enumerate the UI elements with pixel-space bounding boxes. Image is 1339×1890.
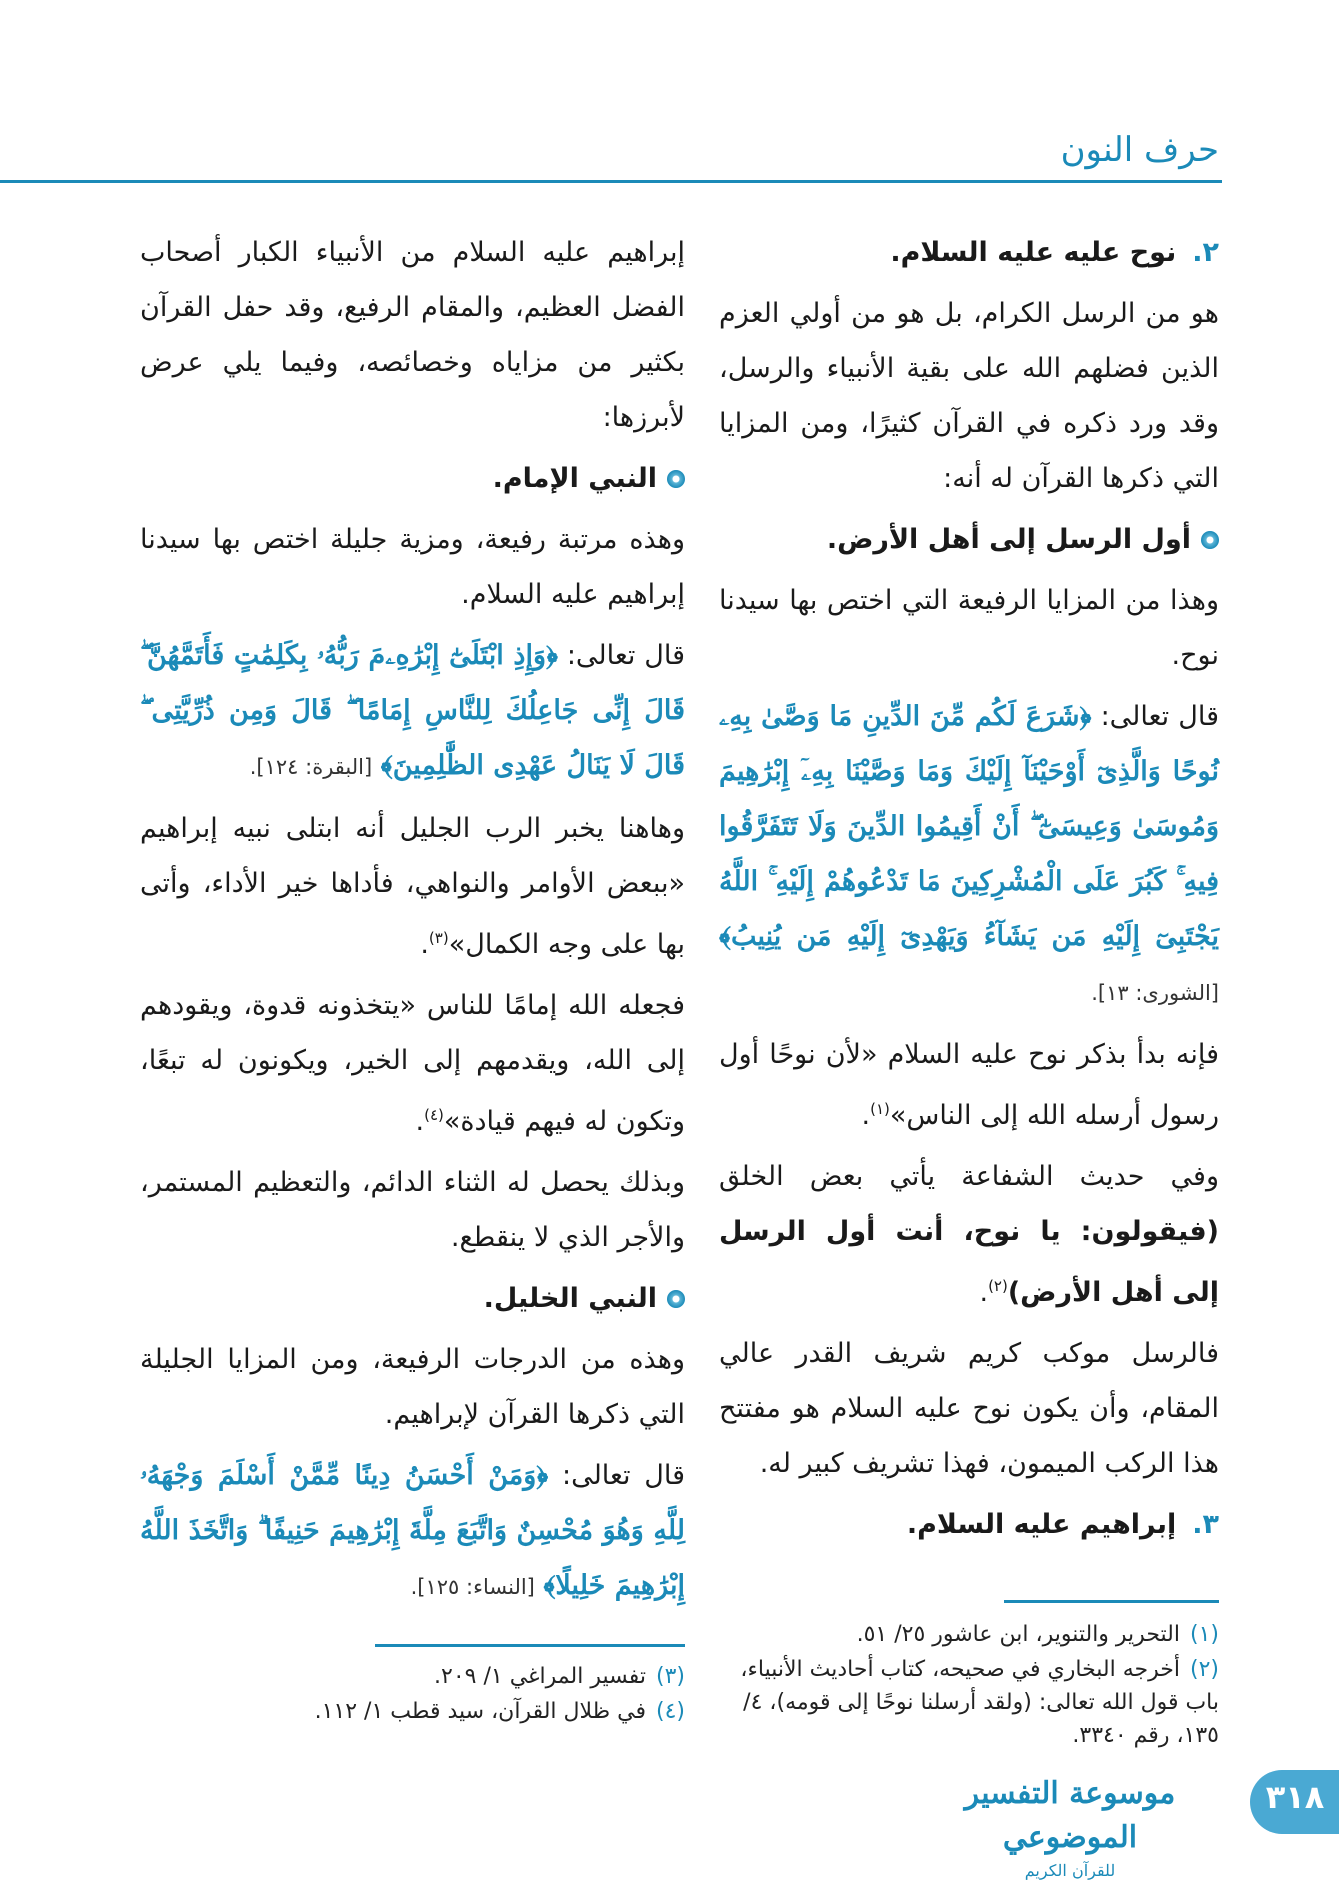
quran-verse: ﴿وَمَنْ أَحْسَنُ دِينًا مِّمَّنْ أَسْلَمَ وَجْهَهُۥ لِلَّهِ وَهُوَ مُحْسِنٌ وَاتَّبَعَ مِلَّةَ إِبْرَٰهِيمَ حَنِيفًا ۗ وَاتَّخَذَ اللَّهُ إِبْرَٰهِيمَ خَلِيلًا﴾ (140, 1460, 685, 1601)
flower-bullet-icon (1201, 531, 1219, 549)
flower-bullet-icon (667, 1290, 685, 1308)
verse-reference: [النساء: ١٢٥]. (410, 1575, 535, 1599)
footnote-marker[interactable]: (٢) (988, 1277, 1008, 1295)
paragraph: فالرسل موكب كريم شريف القدر عالي المقام، وأن يكون نوح عليه السلام هو مفتتح هذا الركب الميمون، فهذا تشريف كبير له. (719, 1338, 1219, 1479)
paragraph: وهذه مرتبة رفيعة، ومزية جليلة اختص بها سيدنا إبراهيم عليه السلام. (140, 524, 685, 610)
footnote-number: (٤) (655, 1699, 685, 1724)
paragraph-text: وهاهنا يخبر الرب الجليل أنه ابتلى نبيه إبراهيم «ببعض الأوامر والنواهي، فأداها خير الأداء، وأتى بها على وجه الكمال» (140, 813, 685, 960)
paragraph-end: . (420, 929, 429, 960)
paragraph: هو من الرسل الكرام، بل هو من أولي العزم الذين فضلهم الله على بقية الأنبياء والرسل، وقد ورد ذكره في القرآن كثيرًا، ومن المزايا التي ذكرها القرآن له أنه: (719, 298, 1219, 494)
subheading (719, 512, 1219, 567)
verse-reference: [البقرة: ١٢٤]. (249, 755, 373, 779)
section-heading-text: إبراهيم عليه السلام. (906, 1509, 1177, 1540)
paragraph (140, 978, 685, 1149)
footnotes-left (140, 1660, 685, 1730)
footnote-item (140, 1695, 685, 1728)
paragraph: وهذه من الدرجات الرفيعة، ومن المزايا الجليلة التي ذكرها القرآن لإبراهيم. (140, 1344, 685, 1430)
footnote-text: في ظلال القرآن، سيد قطب ١/ ١١٢. (314, 1699, 646, 1724)
quran-verse: ﴿شَرَعَ لَكُم مِّنَ الدِّينِ مَا وَصَّىٰ بِهِۦ نُوحًا وَالَّذِىٓ أَوْحَيْنَآ إِلَيْكَ وَمَا وَصَّيْنَا بِهِۦٓ إِبْرَٰهِيمَ وَمُوسَىٰ وَعِيسَىٰٓ ۖ أَنْ أَقِيمُوا الدِّينَ وَلَا تَتَفَرَّقُوا فِيهِ ۚ كَبُرَ عَلَى الْمُشْرِكِينَ مَا تَدْعُوهُمْ إِلَيْهِ ۚ اللَّهُ يَجْتَبِىٓ إِلَيْهِ مَن يَشَآءُ وَيَهْدِىٓ إِلَيْهِ مَن يُنِيبُ﴾ (719, 701, 1219, 952)
section-heading-abraham (719, 1497, 1219, 1552)
footnote-marker[interactable]: (٤) (424, 1106, 444, 1124)
page-number: ٣١٨ (1265, 1778, 1325, 1816)
section-number: ٣. (1192, 1509, 1219, 1540)
paragraph-text: فإنه بدأ بذكر نوح عليه السلام «لأن نوحًا أول رسول أرسله الله إلى الناس» (719, 1039, 1219, 1131)
paragraph: وهذا من المزايا الرفيعة التي اختص بها سيدنا نوح. (719, 585, 1219, 671)
subheading-text: النبي الإمام. (492, 463, 657, 494)
paragraph (719, 1027, 1219, 1143)
footnote-item (719, 1653, 1219, 1752)
verse-paragraph (140, 628, 685, 795)
paragraph-text: وفي حديث الشفاعة يأتي بعض الخلق (719, 1161, 1219, 1192)
paragraph: وبذلك يحصل له الثناء الدائم، والتعظيم المستمر، والأجر الذي لا ينقطع. (140, 1167, 685, 1253)
subheading (140, 451, 685, 506)
section-heading-text: نوح عليه عليه السلام. (890, 237, 1177, 268)
paragraph-end: . (415, 1106, 425, 1137)
footnote-number: (١) (1189, 1622, 1219, 1647)
footnote-text: التحرير والتنوير، ابن عاشور ٢٥/ ٥١. (856, 1622, 1180, 1647)
footnote-marker[interactable]: (١) (870, 1100, 890, 1118)
page-title: حرف النون (1060, 130, 1219, 170)
footnote-text: أخرجه البخاري في صحيحه، كتاب أحاديث الأنبياء، باب قول الله تعالى: (ولقد أرسلنا نوحًا إلى قومه)، ٤/ ١٣٥، رقم ٣٣٤٠. (740, 1657, 1219, 1748)
footnote-text: تفسير المراغي ١/ ٢٠٩. (434, 1664, 646, 1689)
header-rule (0, 180, 1222, 183)
footnote-item (719, 1618, 1219, 1651)
verse-lead: قال تعالى: (1100, 701, 1219, 732)
verse-reference: [الشورى: ١٣]. (1091, 981, 1219, 1005)
section-number: ٢. (1192, 237, 1219, 268)
quran-verse: ﴿وَإِذِ ابْتَلَىٰٓ إِبْرَٰهِۦمَ رَبُّهُۥ بِكَلِمَٰتٍ فَأَتَمَّهُنَّ ۖ قَالَ إِنِّى جَاعِلُكَ لِلنَّاسِ إِمَامًا ۖ قَالَ وَمِن ذُرِّيَّتِى ۖ قَالَ لَا يَنَالُ عَهْدِى الظَّٰلِمِينَ﴾ (140, 640, 685, 781)
verse-lead: قال تعالى: (561, 1460, 685, 1491)
left-column (140, 225, 685, 1621)
paragraph-end: . (979, 1277, 989, 1308)
verse-lead: قال تعالى: (566, 640, 685, 671)
footnote-rule-left (375, 1644, 685, 1647)
subheading-text: النبي الخليل. (483, 1283, 657, 1314)
verse-paragraph (140, 1448, 685, 1615)
logo-title: موسوعة التفسير الموضوعي (964, 1776, 1176, 1855)
paragraph (140, 801, 685, 972)
footnote-number: (٢) (1189, 1657, 1219, 1682)
footnote-rule-right (1004, 1600, 1219, 1603)
subheading (140, 1271, 685, 1326)
hadith-quote: (فيقولون: يا نوح، أنت أول الرسل إلى أهل الأرض) (719, 1216, 1219, 1308)
paragraph-text: فجعله الله إمامًا للناس «يتخذونه قدوة، ويقودهم إلى الله، ويقدمهم إلى الخير، ويكونون له تبعًا، وتكون له فيهم قيادة» (140, 990, 685, 1137)
paragraph (719, 1149, 1219, 1320)
verse-paragraph (719, 689, 1219, 1021)
flower-bullet-icon (667, 470, 685, 488)
encyclopedia-logo (925, 1772, 1215, 1880)
footnote-number: (٣) (655, 1664, 685, 1689)
paragraph: إبراهيم عليه السلام من الأنبياء الكبار أصحاب الفضل العظيم، والمقام الرفيع، وقد حفل القرآن بكثير من مزاياه وخصائصه، وفيما يلي عرض لأبرزها: (140, 237, 685, 433)
paragraph-end: . (861, 1100, 871, 1131)
subheading-text: أول الرسل إلى أهل الأرض. (826, 524, 1191, 555)
footnote-marker[interactable]: (٣) (428, 929, 449, 947)
logo-subtitle: للقرآن الكريم (1024, 1861, 1116, 1880)
section-heading-noah (719, 225, 1219, 280)
right-column (719, 225, 1219, 1558)
footnote-item (140, 1660, 685, 1693)
footnotes-right (719, 1618, 1219, 1754)
